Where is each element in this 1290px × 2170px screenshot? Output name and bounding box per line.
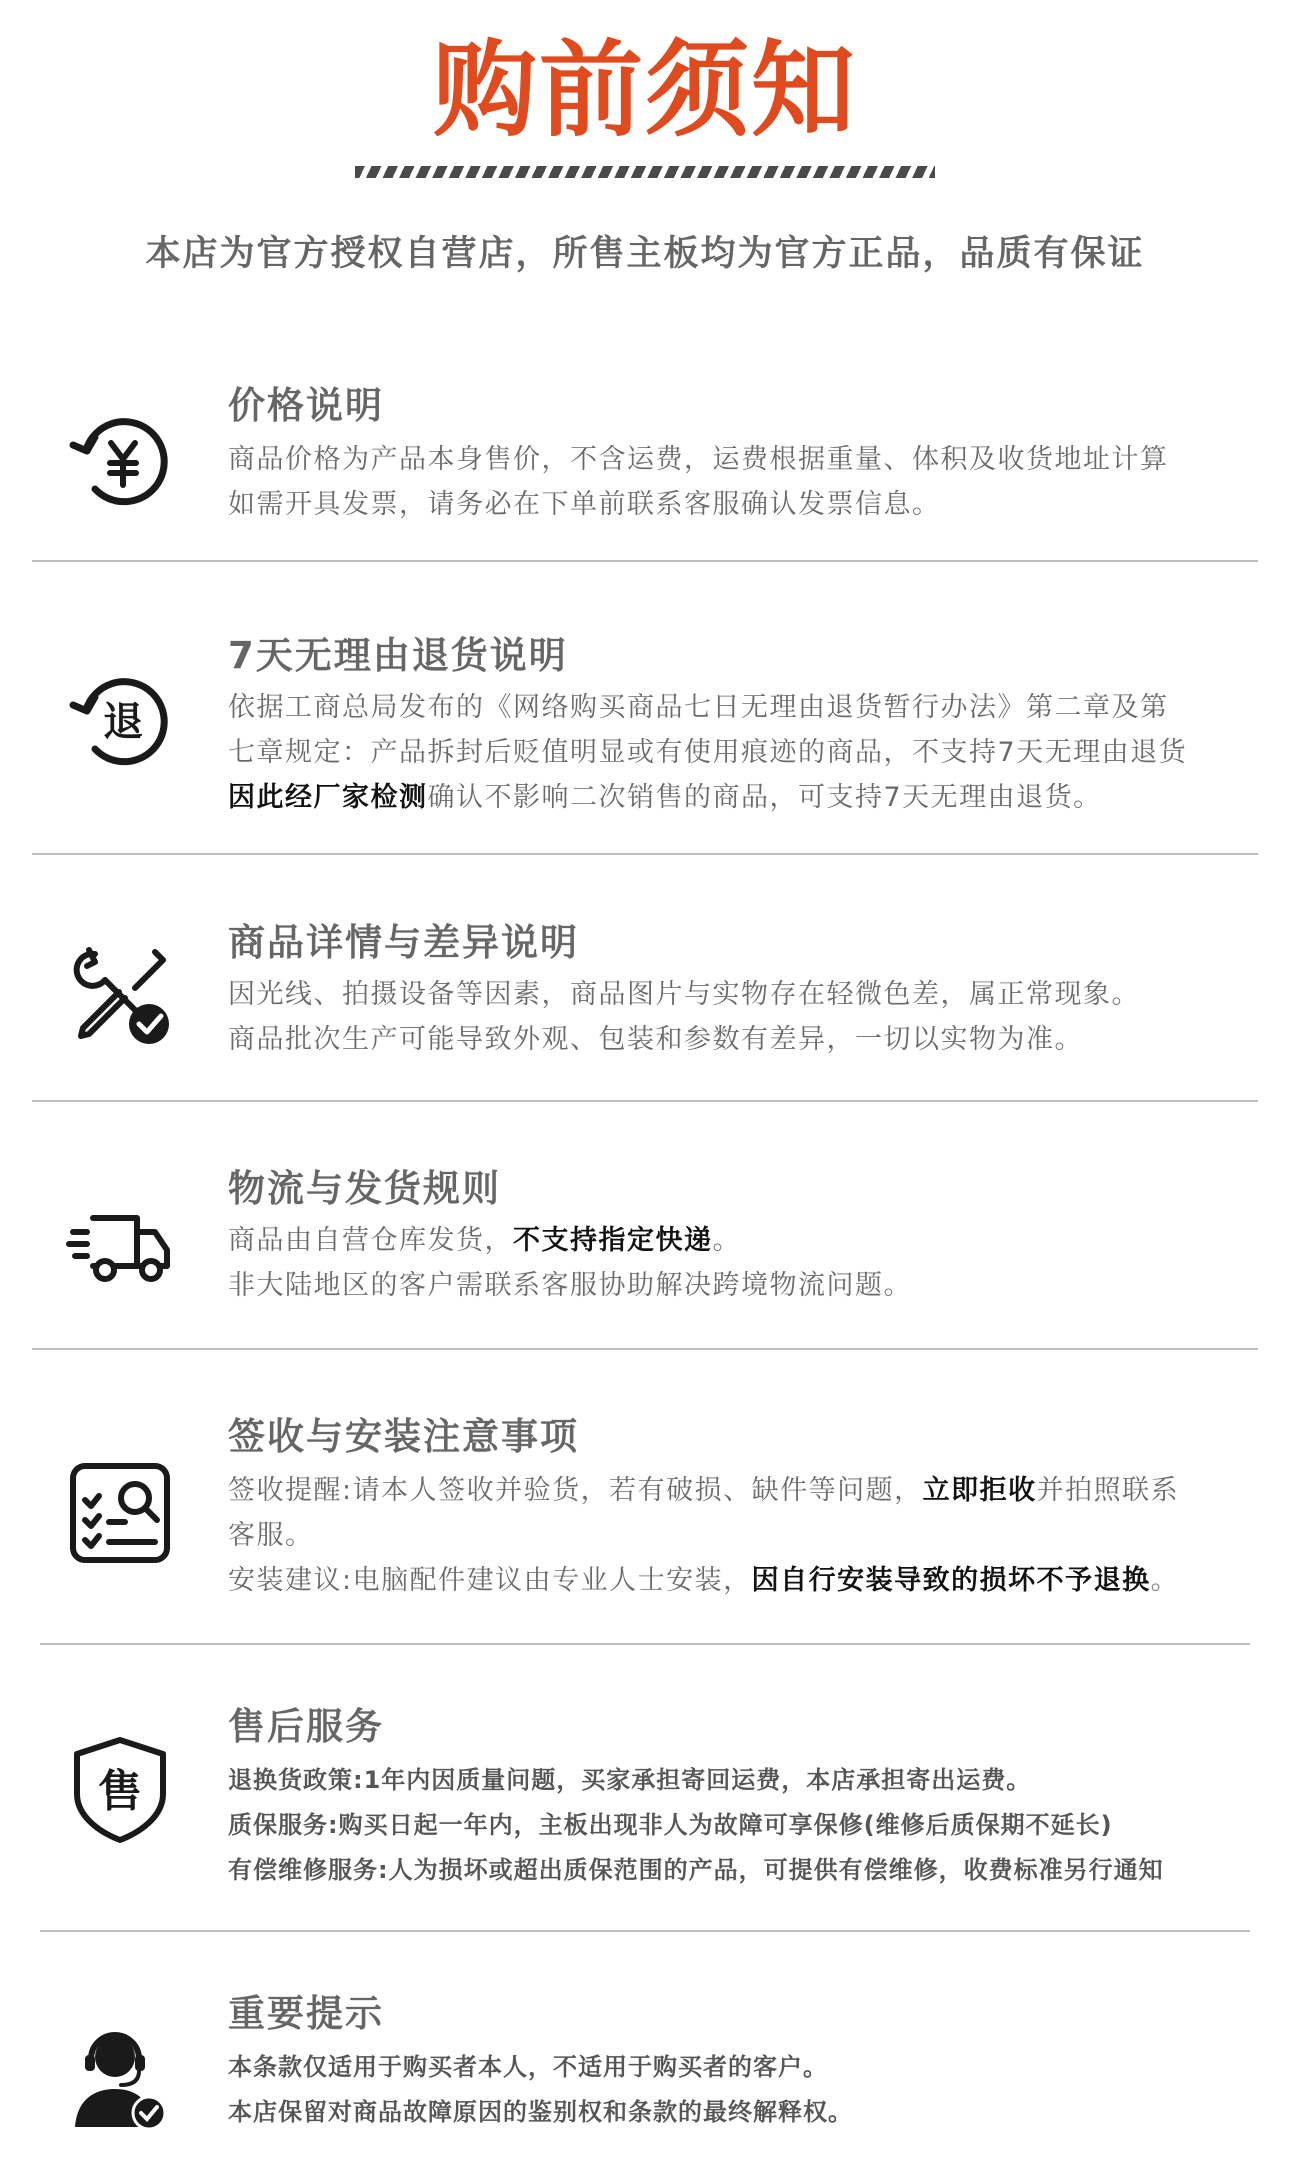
section-divider	[40, 1930, 1250, 1932]
emphasis-text: 因自行安装导致的损坏不予退换	[751, 1565, 1151, 1596]
body-line	[228, 730, 1238, 775]
return-icon-glyph: 退	[103, 699, 143, 745]
section-heading: 物流与发货规则	[228, 1167, 501, 1210]
body-text: 本店保留对商品故障原因的鉴别权和条款的最终解释权。	[228, 2098, 853, 2126]
body-line	[228, 1758, 1238, 1803]
yuan-refresh-icon	[65, 405, 175, 515]
delivery-truck-icon	[65, 1188, 175, 1298]
body-text: 非大陆地区的客户需联系客服协助解决跨境物流问题。	[228, 1270, 912, 1301]
page-title: 购前须知	[432, 29, 857, 151]
body-text: 客服。	[228, 1520, 314, 1551]
body-text: 本条款仅适用于购买者本人，不适用于购买者的客户。	[228, 2053, 828, 2081]
body-line	[228, 2090, 1238, 2135]
emphasis-text: 立即拒收	[922, 1475, 1037, 1506]
body-text: 商品由自营仓库发货，	[228, 1225, 513, 1256]
section-divider	[40, 1643, 1250, 1645]
body-line	[228, 972, 1238, 1017]
title-underline-stripe	[355, 166, 935, 178]
after-sale-shield-icon	[65, 1734, 175, 1844]
section-body	[228, 437, 1238, 527]
body-text: 因光线、拍摄设备等因素，商品图片与实物存在轻微色差，属正常现象。	[228, 979, 1140, 1010]
body-line	[228, 685, 1238, 730]
body-line	[228, 437, 1238, 482]
emphasis-text: 因此经厂家检测	[228, 782, 428, 813]
section-heading: 签收与安装注意事项	[228, 1415, 579, 1458]
body-text: 有偿维修服务:人为损坏或超出质保范围的产品，可提供有偿维修，收费标准另行通知	[228, 1856, 1164, 1884]
body-line	[228, 1513, 1238, 1558]
section-body	[228, 1218, 1238, 1308]
section-divider	[32, 1348, 1258, 1350]
body-line	[228, 1848, 1238, 1893]
body-text: 。	[712, 1225, 741, 1256]
body-line	[228, 1468, 1238, 1513]
section-body	[228, 2045, 1238, 2135]
section-divider	[32, 853, 1258, 855]
body-line	[228, 1263, 1238, 1308]
body-text: 依据工商总局发布的《网络购买商品七日无理由退货暂行办法》第二章及第	[228, 692, 1169, 723]
body-text: 商品价格为产品本身售价，不含运费，运费根据重量、体积及收货地址计算	[228, 444, 1169, 475]
section-heading: 售后服务	[228, 1705, 384, 1748]
body-text: 。	[1150, 1565, 1180, 1596]
body-text: 如需开具发票，请务必在下单前联系客服确认发票信息。	[228, 489, 941, 520]
section-heading: 重要提示	[228, 1992, 384, 2035]
emphasis-text: 不支持指定快递	[513, 1225, 713, 1256]
section-heading: 商品详情与差异说明	[228, 921, 579, 964]
body-line	[228, 1017, 1238, 1062]
body-text: 商品批次生产可能导致外观、包装和参数有差异，一切以实物为准。	[228, 1024, 1083, 1055]
return-icon	[65, 665, 175, 775]
body-text: 并拍照联系	[1036, 1475, 1180, 1506]
page-subtitle: 本店为官方授权自营店，所售主板均为官方正品，品质有保证	[145, 234, 1145, 274]
section-body	[228, 1758, 1238, 1893]
section-divider	[32, 1100, 1258, 1102]
section-heading: 7天无理由退货说明	[228, 634, 568, 677]
customer-service-icon	[65, 2025, 175, 2135]
shield-icon-glyph: 售	[98, 1766, 142, 1817]
body-text: 质保服务:购买日起一年内，主板出现非人为故障可享保修(维修后质保期不延长)	[228, 1811, 1113, 1839]
section-body	[228, 1468, 1238, 1603]
body-line	[228, 1803, 1238, 1848]
body-line	[228, 775, 1238, 820]
section-body	[228, 685, 1238, 820]
body-text: 安装建议:电脑配件建议由专业人士安装，	[228, 1565, 752, 1596]
body-text: 签收提醒:请本人签收并验货，若有破损、缺件等问题，	[228, 1475, 923, 1506]
section-body	[228, 972, 1238, 1062]
body-line	[228, 2045, 1238, 2090]
body-text: 七章规定：产品拆封后贬值明显或有使用痕迹的商品，不支持7天无理由退货	[228, 737, 1188, 768]
section-heading: 价格说明	[228, 384, 384, 427]
body-text: 退换货政策:1年内因质量问题，买家承担寄回运费，本店承担寄出运费。	[228, 1766, 1032, 1794]
section-divider	[32, 560, 1258, 562]
checklist-search-icon	[65, 1458, 175, 1568]
body-line	[228, 1218, 1238, 1263]
body-text: 确认不影响二次销售的商品，可支持7天无理由退货。	[427, 782, 1102, 813]
tools-check-icon	[65, 940, 175, 1050]
body-line	[228, 1558, 1238, 1603]
body-line	[228, 482, 1238, 527]
